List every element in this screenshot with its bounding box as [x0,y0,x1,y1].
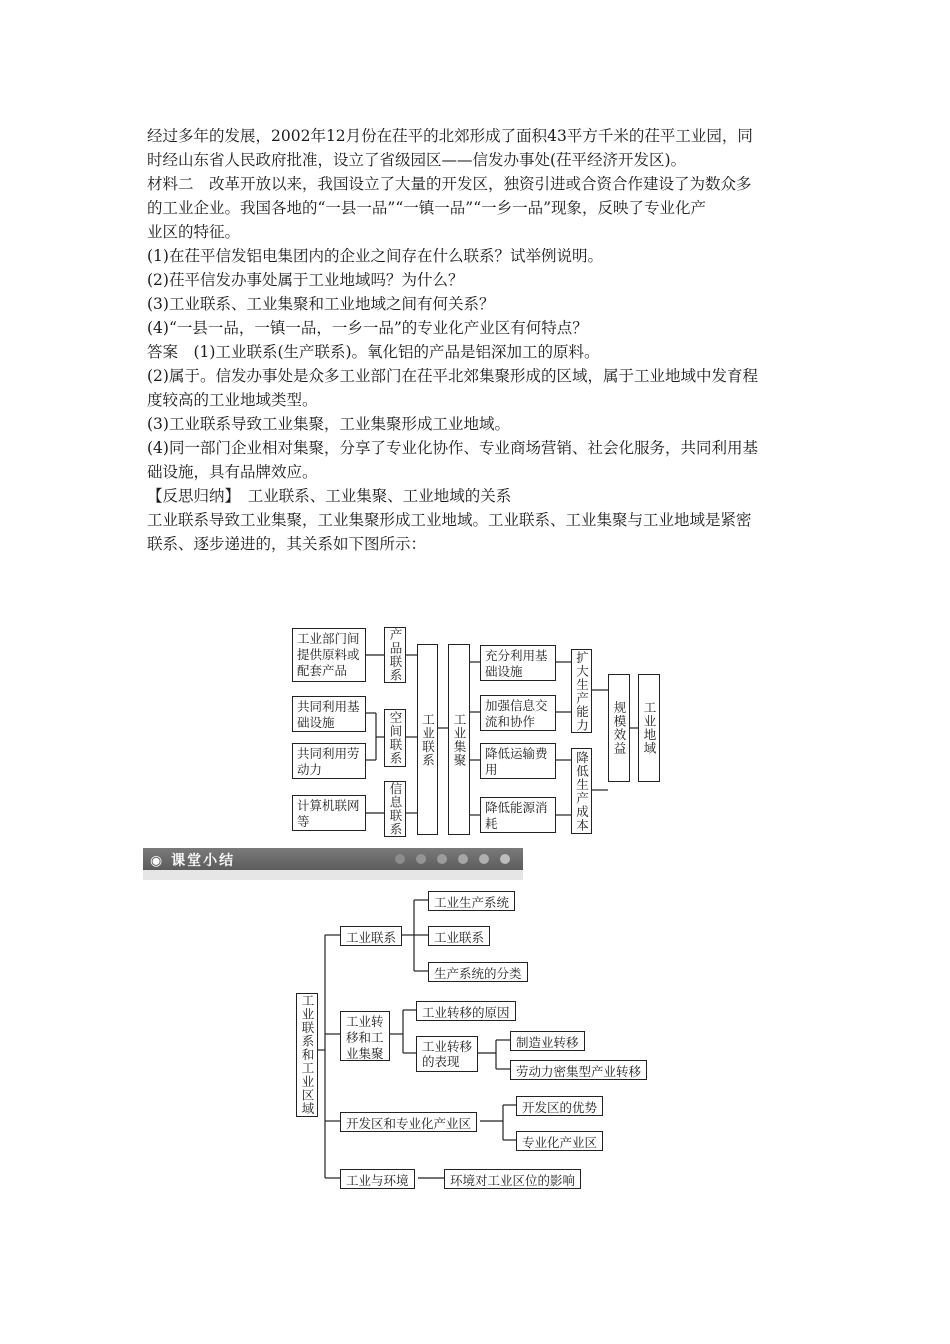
flow-benefit-3: 降低运输费用 [480,743,556,779]
text-line: 联系、逐步递进的，其关系如下图所示： [147,535,427,553]
text-line: 答案 (1)工业联系(生产联系)。氧化铝的产品是铝深加工的原料。 [147,343,600,361]
flow-link-product: 产品联系 [384,627,406,683]
text-line: (3)工业联系、工业集聚和工业地域之间有何关系？ [147,295,495,313]
flow-industrial-link: 工业联系 [417,644,438,835]
flow-scale-benefit: 规模效益 [608,674,630,782]
text-line: 业区的特征。 [147,223,241,241]
text-line: (1)在茌平信发铝电集团内的企业之间存在什么联系？试举例说明。 [147,247,603,265]
flow-result-capacity: 扩大生产能力 [571,649,592,733]
text-line: 工业联系导致工业集聚，工业集聚形成工业地域。工业联系、工业集聚与工业地域是紧密 [147,511,752,529]
text-line: 经过多年的发展，2002年12月份在茌平的北郊形成了面积43平方千米的茌平工业园，同 [147,127,753,145]
text-line: 时经山东省人民政府批准，设立了省级园区——信发办事处(茌平经济开发区)。 [147,151,687,169]
summary-leaf-link: 工业联系 [428,926,490,946]
summary-leaf-classification: 生产系统的分类 [428,962,528,982]
flow-left-box-3: 共同利用劳动力 [292,743,366,779]
summary-leaf-zone-advantage: 开发区的优势 [516,1096,603,1116]
summary-leaf-system: 工业生产系统 [428,891,515,911]
text-line: 【反思归纳】 工业联系、工业集聚、工业地域的关系 [147,487,512,505]
text-line: 度较高的工业地域类型。 [147,391,318,409]
text-line: (3)工业联系导致工业集聚，工业集聚形成工业地域。 [147,415,510,433]
flow-benefit-4: 降低能源消耗 [480,797,556,833]
flow-industrial-region: 工业地域 [638,674,660,782]
flow-benefit-2: 加强信息交流和协作 [480,695,556,731]
flow-link-info: 信息联系 [384,781,406,837]
flow-left-box-4: 计算机联网等 [292,795,366,831]
text-line: 础设施，具有品牌效应。 [147,463,318,481]
summary-branch-environment: 工业与环境 [340,1169,415,1189]
text-line: (2)茌平信发办事处属于工业地域吗？为什么？ [147,271,464,289]
flow-left-box-1: 工业部门间提供原料或配套产品 [292,628,366,682]
flow-benefit-1: 充分利用基础设施 [480,645,556,681]
text-line: (2)属于。信发办事处是众多工业部门在茌平北郊集聚形成的区域，属于工业地域中发育程 [147,367,758,385]
summary-leaf-env-impact: 环境对工业区位的影响 [444,1169,581,1189]
summary-leaf-labor: 劳动力密集型产业转移 [510,1060,647,1080]
flow-result-cost: 降低生产成本 [571,748,592,834]
summary-leaf-manufacturing: 制造业转移 [510,1031,585,1051]
summary-leaf-transfer-reason: 工业转移的原因 [416,1001,516,1021]
summary-branch-zone: 开发区和专业化产业区 [340,1112,477,1132]
summary-branch-link: 工业联系 [340,926,402,946]
flow-link-space: 空间联系 [384,709,406,767]
text-line: 材料二 改革开放以来，我国设立了大量的开发区，独资引进或合资合作建设了为数众多 [147,175,752,193]
summary-leaf-transfer-show: 工业转移的表现 [416,1036,478,1072]
flow-left-box-2: 共同利用基础设施 [292,696,366,732]
section-title: ◉ 课堂小结 [150,853,236,869]
text-line: 的工业企业。我国各地的“一县一品”“一镇一品”“一乡一品”现象，反映了专业化产 [147,199,707,217]
summary-leaf-specialized: 专业化产业区 [516,1131,603,1151]
flow-industrial-agglomeration: 工业集聚 [448,644,470,835]
text-line: (4)“一县一品，一镇一品，一乡一品”的专业化产业区有何特点？ [147,319,588,337]
summary-branch-transfer: 工业转移和工业集聚 [340,1011,390,1061]
text-line: (4)同一部门企业相对集聚，分享了专业化协作、专业商场营销、社会化服务，共同利用基 [147,439,758,457]
summary-root: 工业联系和工业区域 [296,993,318,1117]
